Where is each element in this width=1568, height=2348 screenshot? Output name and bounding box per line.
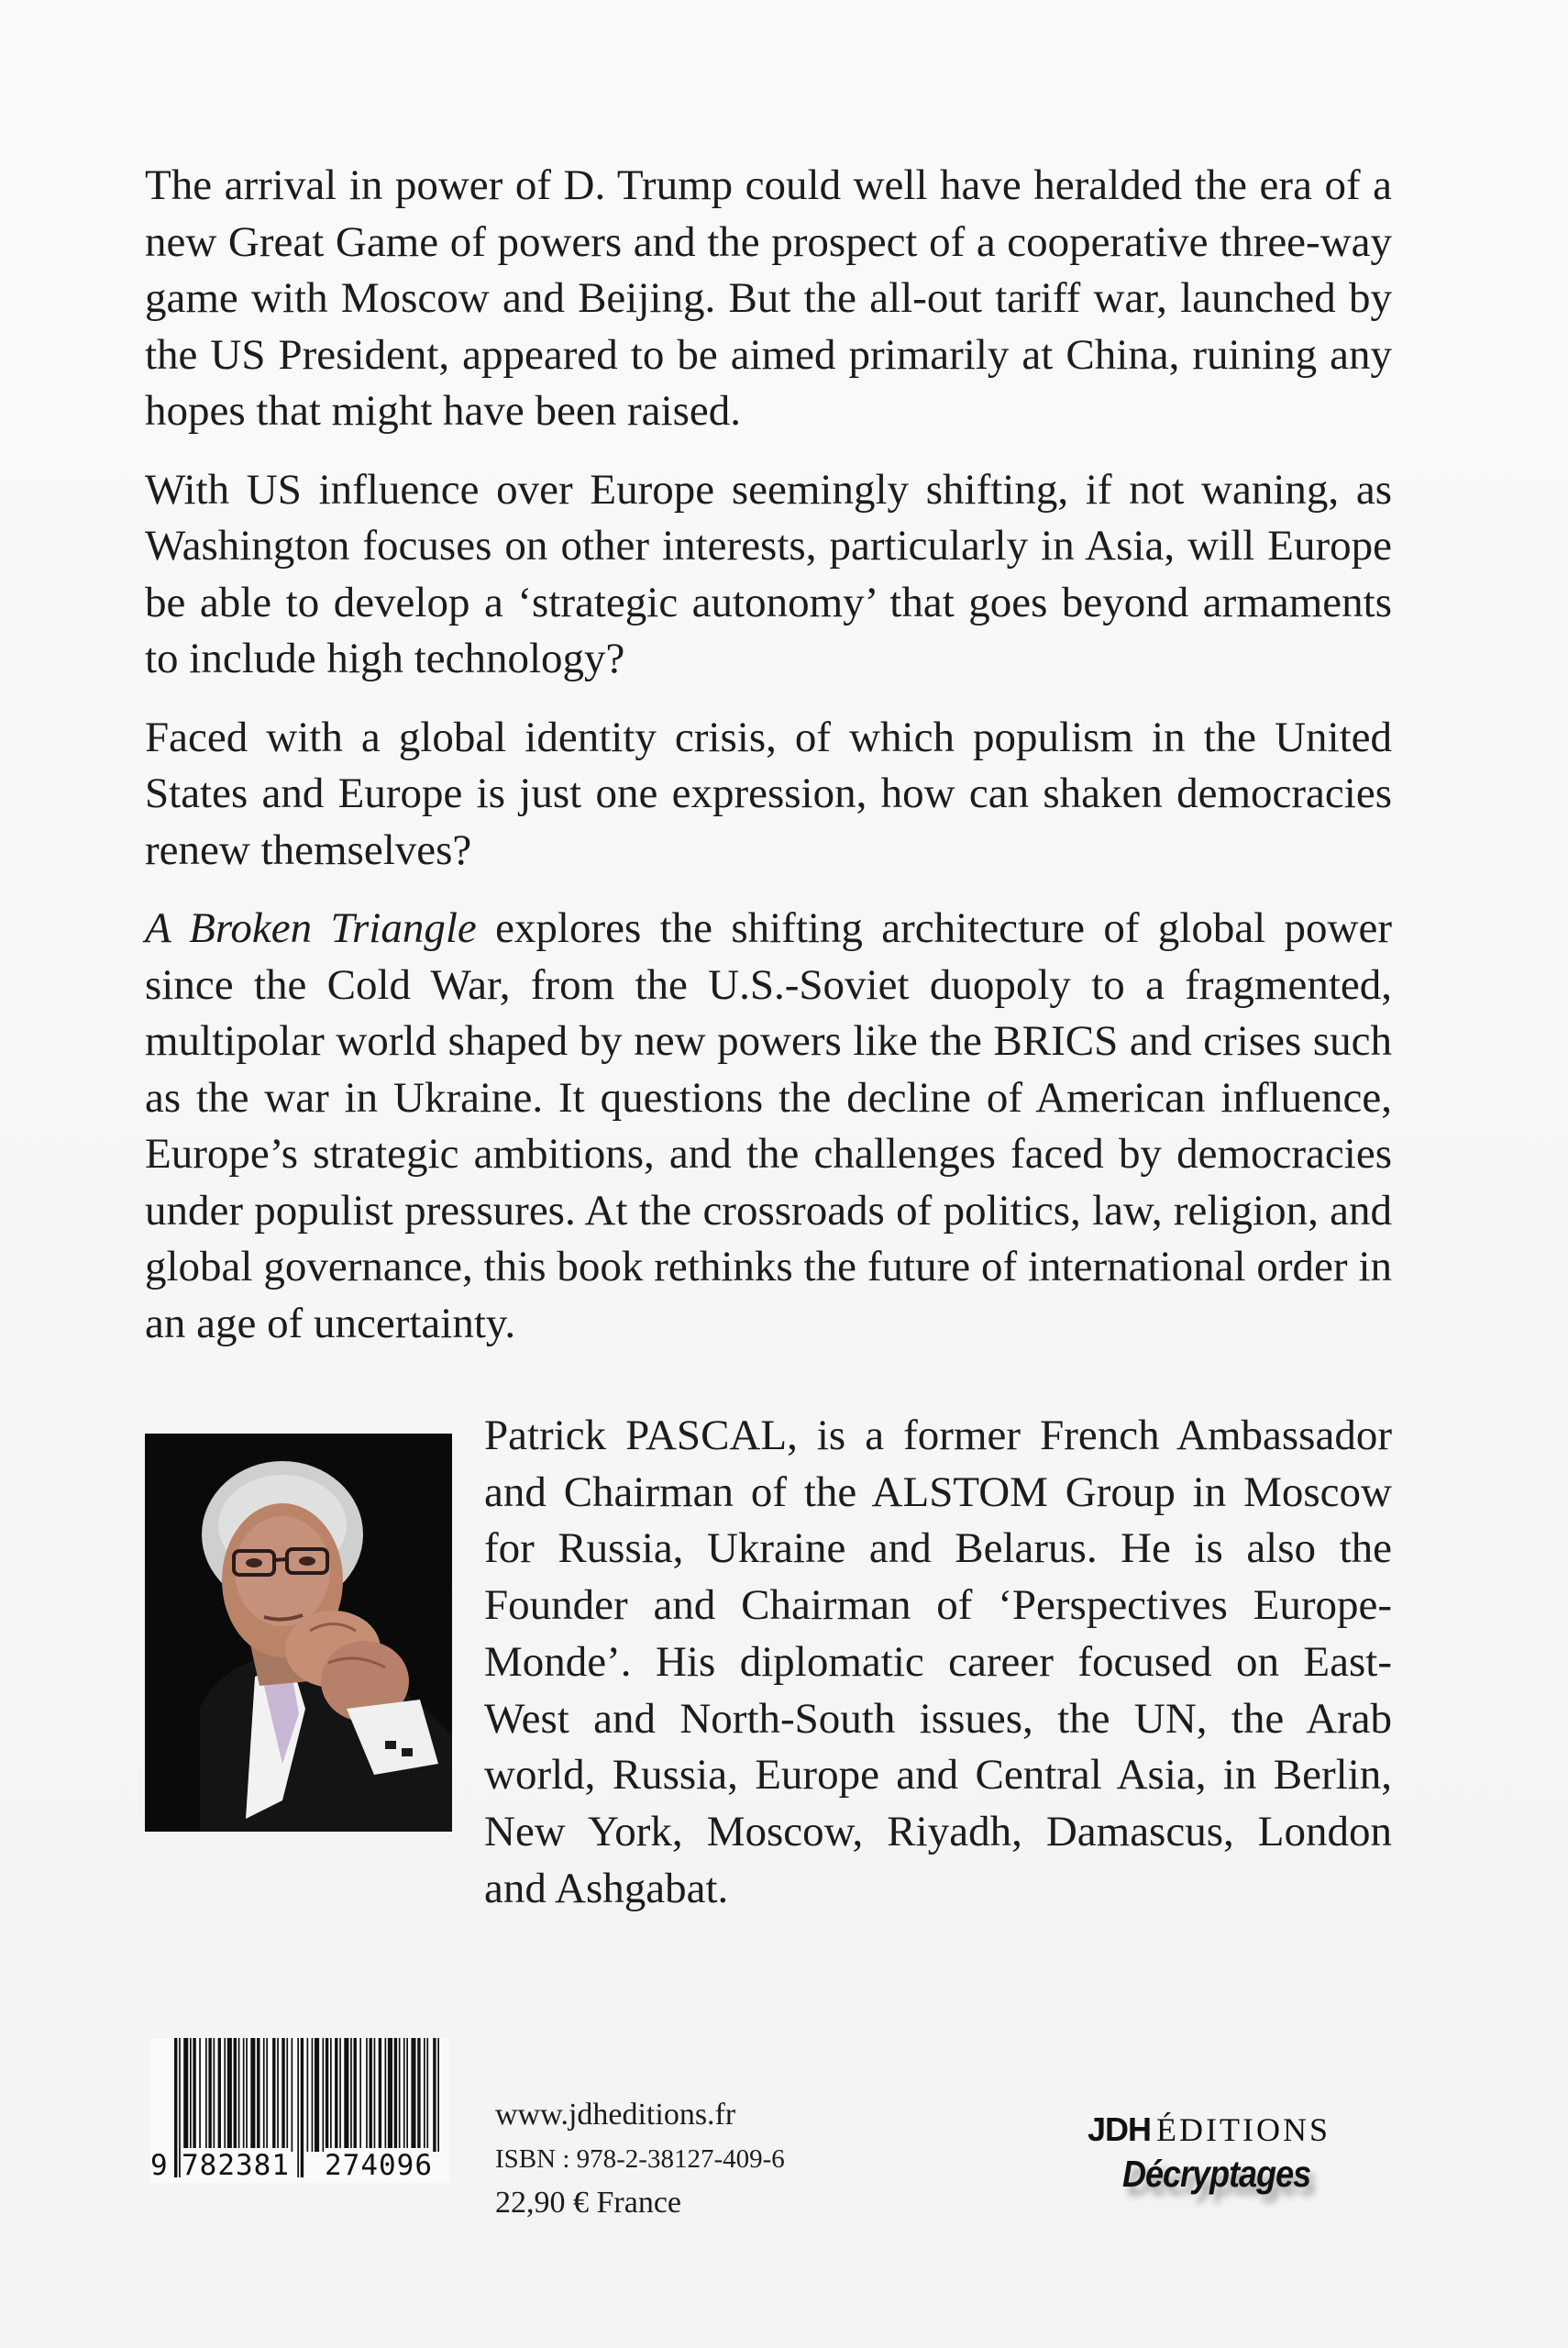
barcode-bar (411, 2038, 415, 2152)
barcode-bar (190, 2038, 192, 2152)
publisher-name (1088, 2110, 1331, 2150)
book-summary-text: explores the shifting architecture of global power since the Cold War, from the U.S.-Soviet duopoly to a fragmented, multipolar world shaped by new powers like the BRICS and crises such as the war in Ukraine. It questions the decline of American influence, Europe’s strategic ambitions, and the challenges faced by democracies under populist pressures. At the crossroads of politics, law, religion, and global governance, this book rethinks the future of international order in an age of uncertainty. (145, 904, 1393, 1347)
barcode-bar (246, 2038, 248, 2152)
barcode-bar (193, 2038, 195, 2152)
collection-name: Décryptages (1122, 2153, 1311, 2196)
barcode-bar (366, 2038, 368, 2152)
barcode-bar (437, 2038, 439, 2152)
barcode-bar (277, 2038, 279, 2152)
barcode-bar (339, 2038, 341, 2152)
barcode-bar (243, 2038, 245, 2152)
barcode-bar (374, 2038, 376, 2152)
publisher-logo (1088, 2110, 1399, 2220)
isbn-number: ISBN : 978-2-38127-409-6 (495, 2144, 785, 2174)
barcode-bar (388, 2038, 392, 2152)
barcode-bar (399, 2038, 401, 2152)
barcode-bar (218, 2038, 221, 2152)
publisher-mark: JDH (1088, 2110, 1152, 2148)
barcode-bar (326, 2038, 328, 2152)
barcode-bar (335, 2038, 337, 2152)
publisher-website: www.jdheditions.fr (495, 2098, 736, 2132)
back-cover-text (145, 158, 1392, 1352)
barcode-bar (307, 2038, 309, 2152)
barcode-bar (330, 2038, 332, 2152)
barcode-bar (323, 2038, 325, 2152)
barcode-bar (286, 2038, 288, 2152)
book-title: A Broken Triangle (145, 904, 477, 952)
barcode-bar (257, 2038, 259, 2152)
barcode-bar (234, 2038, 237, 2152)
barcode-bar (205, 2038, 207, 2152)
barcode-bar (433, 2038, 436, 2152)
barcode-bar (344, 2038, 348, 2152)
barcode-right-group: 274096 (325, 2149, 433, 2182)
publisher-info (495, 2093, 917, 2225)
barcode-bar (199, 2038, 201, 2152)
barcode-bar (183, 2038, 188, 2152)
barcode-bar (350, 2038, 352, 2152)
author-photo (145, 1434, 452, 1832)
paragraph-european-autonomy: With US influence over Europe seemingly shifting, if not waning, as Washington focuses on other interests, particularly in Asia, will Europe be able to develop a ‘strategic autonomy’ that goes beyond armaments to include high technology? (145, 465, 1392, 682)
barcode-bar (292, 2038, 293, 2152)
paragraph-book-summary (145, 901, 1392, 1352)
book-price: 22,90 € France (495, 2186, 682, 2220)
barcode-bar (354, 2038, 357, 2152)
barcode-bar (266, 2038, 268, 2152)
barcode-bar (214, 2038, 215, 2152)
barcode-bar (282, 2038, 284, 2152)
barcode-bar (379, 2038, 381, 2152)
barcode-first-digit: 9 (150, 2149, 168, 2182)
barcode-left-group: 782381 (182, 2149, 290, 2182)
paragraph-trump-great-game: The arrival in power of D. Trump could well have heralded the era of a new Great Game of powers and the prospect of a cooperative three-way game with Moscow and Beijing. But the all-out tariff war, launched by the US President, appeared to be aimed primarily at China, ruining any hopes that might have been raised. (145, 161, 1392, 435)
publisher-word: ÉDITIONS (1156, 2111, 1331, 2148)
isbn-barcode (150, 2038, 449, 2183)
barcode-bar (385, 2038, 387, 2152)
barcode-bar (208, 2038, 211, 2152)
barcode-bar (312, 2038, 314, 2152)
barcode-bar (250, 2038, 255, 2152)
barcode-bar (406, 2038, 408, 2152)
barcode-digits (150, 2148, 449, 2183)
barcode-bar (263, 2038, 265, 2152)
barcode-bar (315, 2038, 319, 2152)
paragraph-identity-crisis: Faced with a global identity crisis, of which populism in the United States and Europe is just one expression, how can shaken democracies renew themselves? (145, 713, 1392, 874)
barcode-bar (394, 2038, 397, 2152)
barcode-bar (272, 2038, 275, 2152)
barcode-bar (224, 2038, 226, 2152)
barcode-bar (238, 2038, 240, 2152)
author-biography: Patrick PASCAL, is a former French Ambassador and Chairman of the ALSTOM Group in Moscow for Russia, Ukraine and Belarus. He is also the Founder and Chairman of ‘Perspectives Europe-Monde’. His diplomatic career focused on East-West and North-South issues, the UN, the Arab world, Russia, Europe and Central Asia, in Berlin, New York, Moscow, Riyadh, Damascus, London and Ashgabat. (484, 1412, 1392, 1912)
barcode-bar (370, 2038, 372, 2152)
barcode-bar (359, 2038, 361, 2152)
barcode-bar (403, 2038, 405, 2152)
author-portrait-image (145, 1434, 452, 1832)
barcode-bar (227, 2038, 232, 2152)
